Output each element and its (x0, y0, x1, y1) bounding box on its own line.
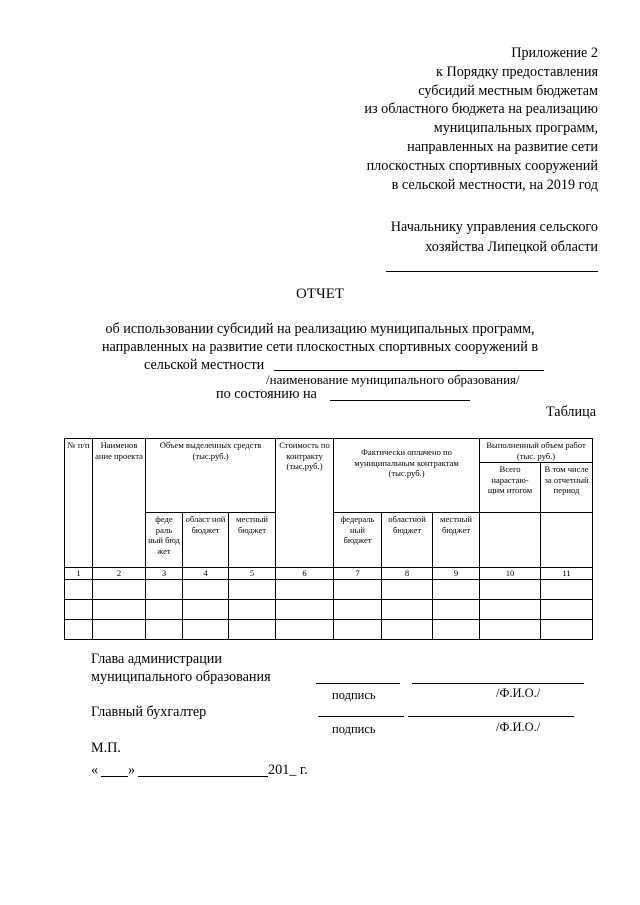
stamp-label: М.П. (91, 740, 121, 756)
accountant-name-line[interactable] (408, 716, 574, 717)
column-number: 6 (276, 568, 334, 580)
column-number: 1 (65, 568, 93, 580)
header-allocated-federal: феде раль ный бюд жет (146, 513, 183, 568)
date-close-quote: » (128, 762, 136, 778)
header-allocated-regional: област ной бюджет (183, 513, 229, 568)
table-cell[interactable] (541, 580, 593, 600)
accountant-signature-line[interactable] (318, 716, 404, 717)
table-cell[interactable] (183, 600, 229, 620)
addressee-line-2: хозяйства Липецкой области (425, 239, 598, 255)
table-cell[interactable] (480, 620, 541, 640)
head-signature-caption: подпись (332, 688, 376, 702)
table-cell[interactable] (480, 580, 541, 600)
column-number: 10 (480, 568, 541, 580)
column-number: 7 (334, 568, 382, 580)
table-cell[interactable] (146, 600, 183, 620)
header-works-period-empty (541, 513, 593, 568)
head-title-line-1: Глава администрации (91, 651, 222, 667)
appendix-line: муниципальных программ, (433, 120, 598, 137)
table-cell[interactable] (229, 600, 276, 620)
report-title: ОТЧЕТ (295, 286, 345, 302)
table-cell[interactable] (541, 600, 593, 620)
as-of-blank-line[interactable] (330, 400, 470, 401)
table-cell[interactable] (93, 620, 146, 640)
table-cell[interactable] (276, 580, 334, 600)
appendix-line: плоскостных спортивных сооружений (366, 157, 598, 174)
table-cell[interactable] (480, 600, 541, 620)
table-cell[interactable] (183, 580, 229, 600)
table-cell[interactable] (433, 600, 480, 620)
header-contract-cost: Стоимость по контракту (тыс.руб.) (276, 439, 334, 568)
accountant-signature-caption: подпись (332, 722, 376, 736)
table-cell[interactable] (229, 580, 276, 600)
report-table (64, 438, 593, 640)
column-number: 11 (541, 568, 593, 580)
column-number: 3 (146, 568, 183, 580)
addressee-blank-line[interactable] (386, 271, 598, 272)
head-name-caption: /Ф.И.О./ (496, 686, 541, 700)
table-cell[interactable] (146, 620, 183, 640)
municipality-blank-line[interactable] (274, 370, 544, 371)
header-project: Наименов ание проекта (93, 439, 146, 568)
column-number: 8 (382, 568, 433, 580)
addressee-block (391, 217, 598, 257)
table-cell[interactable] (276, 600, 334, 620)
addressee-line-1: Начальнику управления сельского (390, 219, 598, 235)
table-cell[interactable] (433, 620, 480, 640)
table-cell[interactable] (276, 620, 334, 640)
head-title-line-2: муниципального образования (91, 669, 271, 685)
head-name-line[interactable] (412, 683, 584, 684)
table-cell[interactable] (541, 620, 593, 640)
table-row (65, 620, 593, 640)
header-paid-regional: областной бюджет (382, 513, 433, 568)
table-cell[interactable] (334, 580, 382, 600)
header-allocated-local: местный бюджет (229, 513, 276, 568)
table-cell[interactable] (382, 580, 433, 600)
date-year: 201_ г. (268, 762, 308, 778)
table-cell[interactable] (93, 580, 146, 600)
header-paid-federal: федераль ный бюджет (334, 513, 382, 568)
date-open-quote: « (91, 762, 99, 778)
table-row (65, 600, 593, 620)
table-cell[interactable] (183, 620, 229, 640)
column-number: 9 (433, 568, 480, 580)
report-subtitle-line-3: сельской местности (144, 357, 265, 373)
head-signature-line[interactable] (316, 683, 400, 684)
header-works-total: Всего нарастаю- щим итогом (480, 463, 541, 513)
as-of-label: по состоянию на (216, 386, 317, 402)
accountant-title: Главный бухгалтер (91, 704, 207, 720)
date-month-line[interactable] (138, 776, 268, 777)
table-cell[interactable] (334, 600, 382, 620)
header-works-period: В том числе за отчетный период (541, 463, 593, 513)
table-cell[interactable] (433, 580, 480, 600)
table-row (65, 580, 593, 600)
header-allocated: Объем выделенных средств (тыс.руб.) (146, 439, 276, 513)
table-cell[interactable] (382, 620, 433, 640)
table-cell[interactable] (382, 600, 433, 620)
table-cell[interactable] (65, 600, 93, 620)
accountant-name-caption: /Ф.И.О./ (496, 720, 541, 734)
date-day-line[interactable] (101, 776, 128, 777)
table-cell[interactable] (65, 580, 93, 600)
appendix-line: из областного бюджета на реализацию (364, 101, 598, 118)
table-cell[interactable] (65, 620, 93, 640)
municipality-caption: /наименование муниципального образования/ (266, 372, 520, 387)
table-cell[interactable] (146, 580, 183, 600)
appendix-line: в сельской местности, на 2019 год (391, 176, 598, 193)
column-number: 4 (183, 568, 229, 580)
column-number-row (65, 568, 593, 580)
appendix-line: субсидий местным бюджетам (418, 82, 598, 99)
appendix-line: Приложение 2 (511, 45, 598, 61)
header-works-total-empty (480, 513, 541, 568)
appendix-block (364, 44, 598, 194)
report-subtitle-line-2: направленных на развитие сети плоскостных спортивных сооружений в (101, 339, 539, 355)
table-cell[interactable] (93, 600, 146, 620)
column-number: 5 (229, 568, 276, 580)
header-paid-local: местный бюджет (433, 513, 480, 568)
column-number: 2 (93, 568, 146, 580)
header-works: Выполненный объем работ (тыс. руб.) (480, 439, 593, 463)
header-paid: Фактически оплачено по муниципальным контрактам (тыс.руб.) (334, 439, 480, 513)
table-label: Таблица (545, 404, 596, 420)
appendix-line: к Порядку предоставления (436, 63, 598, 80)
table-cell[interactable] (229, 620, 276, 640)
report-subtitle-line-1: об использовании субсидий на реализацию муниципальных программ, (105, 321, 535, 337)
appendix-line: направленных на развитие сети (407, 138, 598, 155)
header-num: № п/п (65, 439, 93, 568)
table-cell[interactable] (334, 620, 382, 640)
